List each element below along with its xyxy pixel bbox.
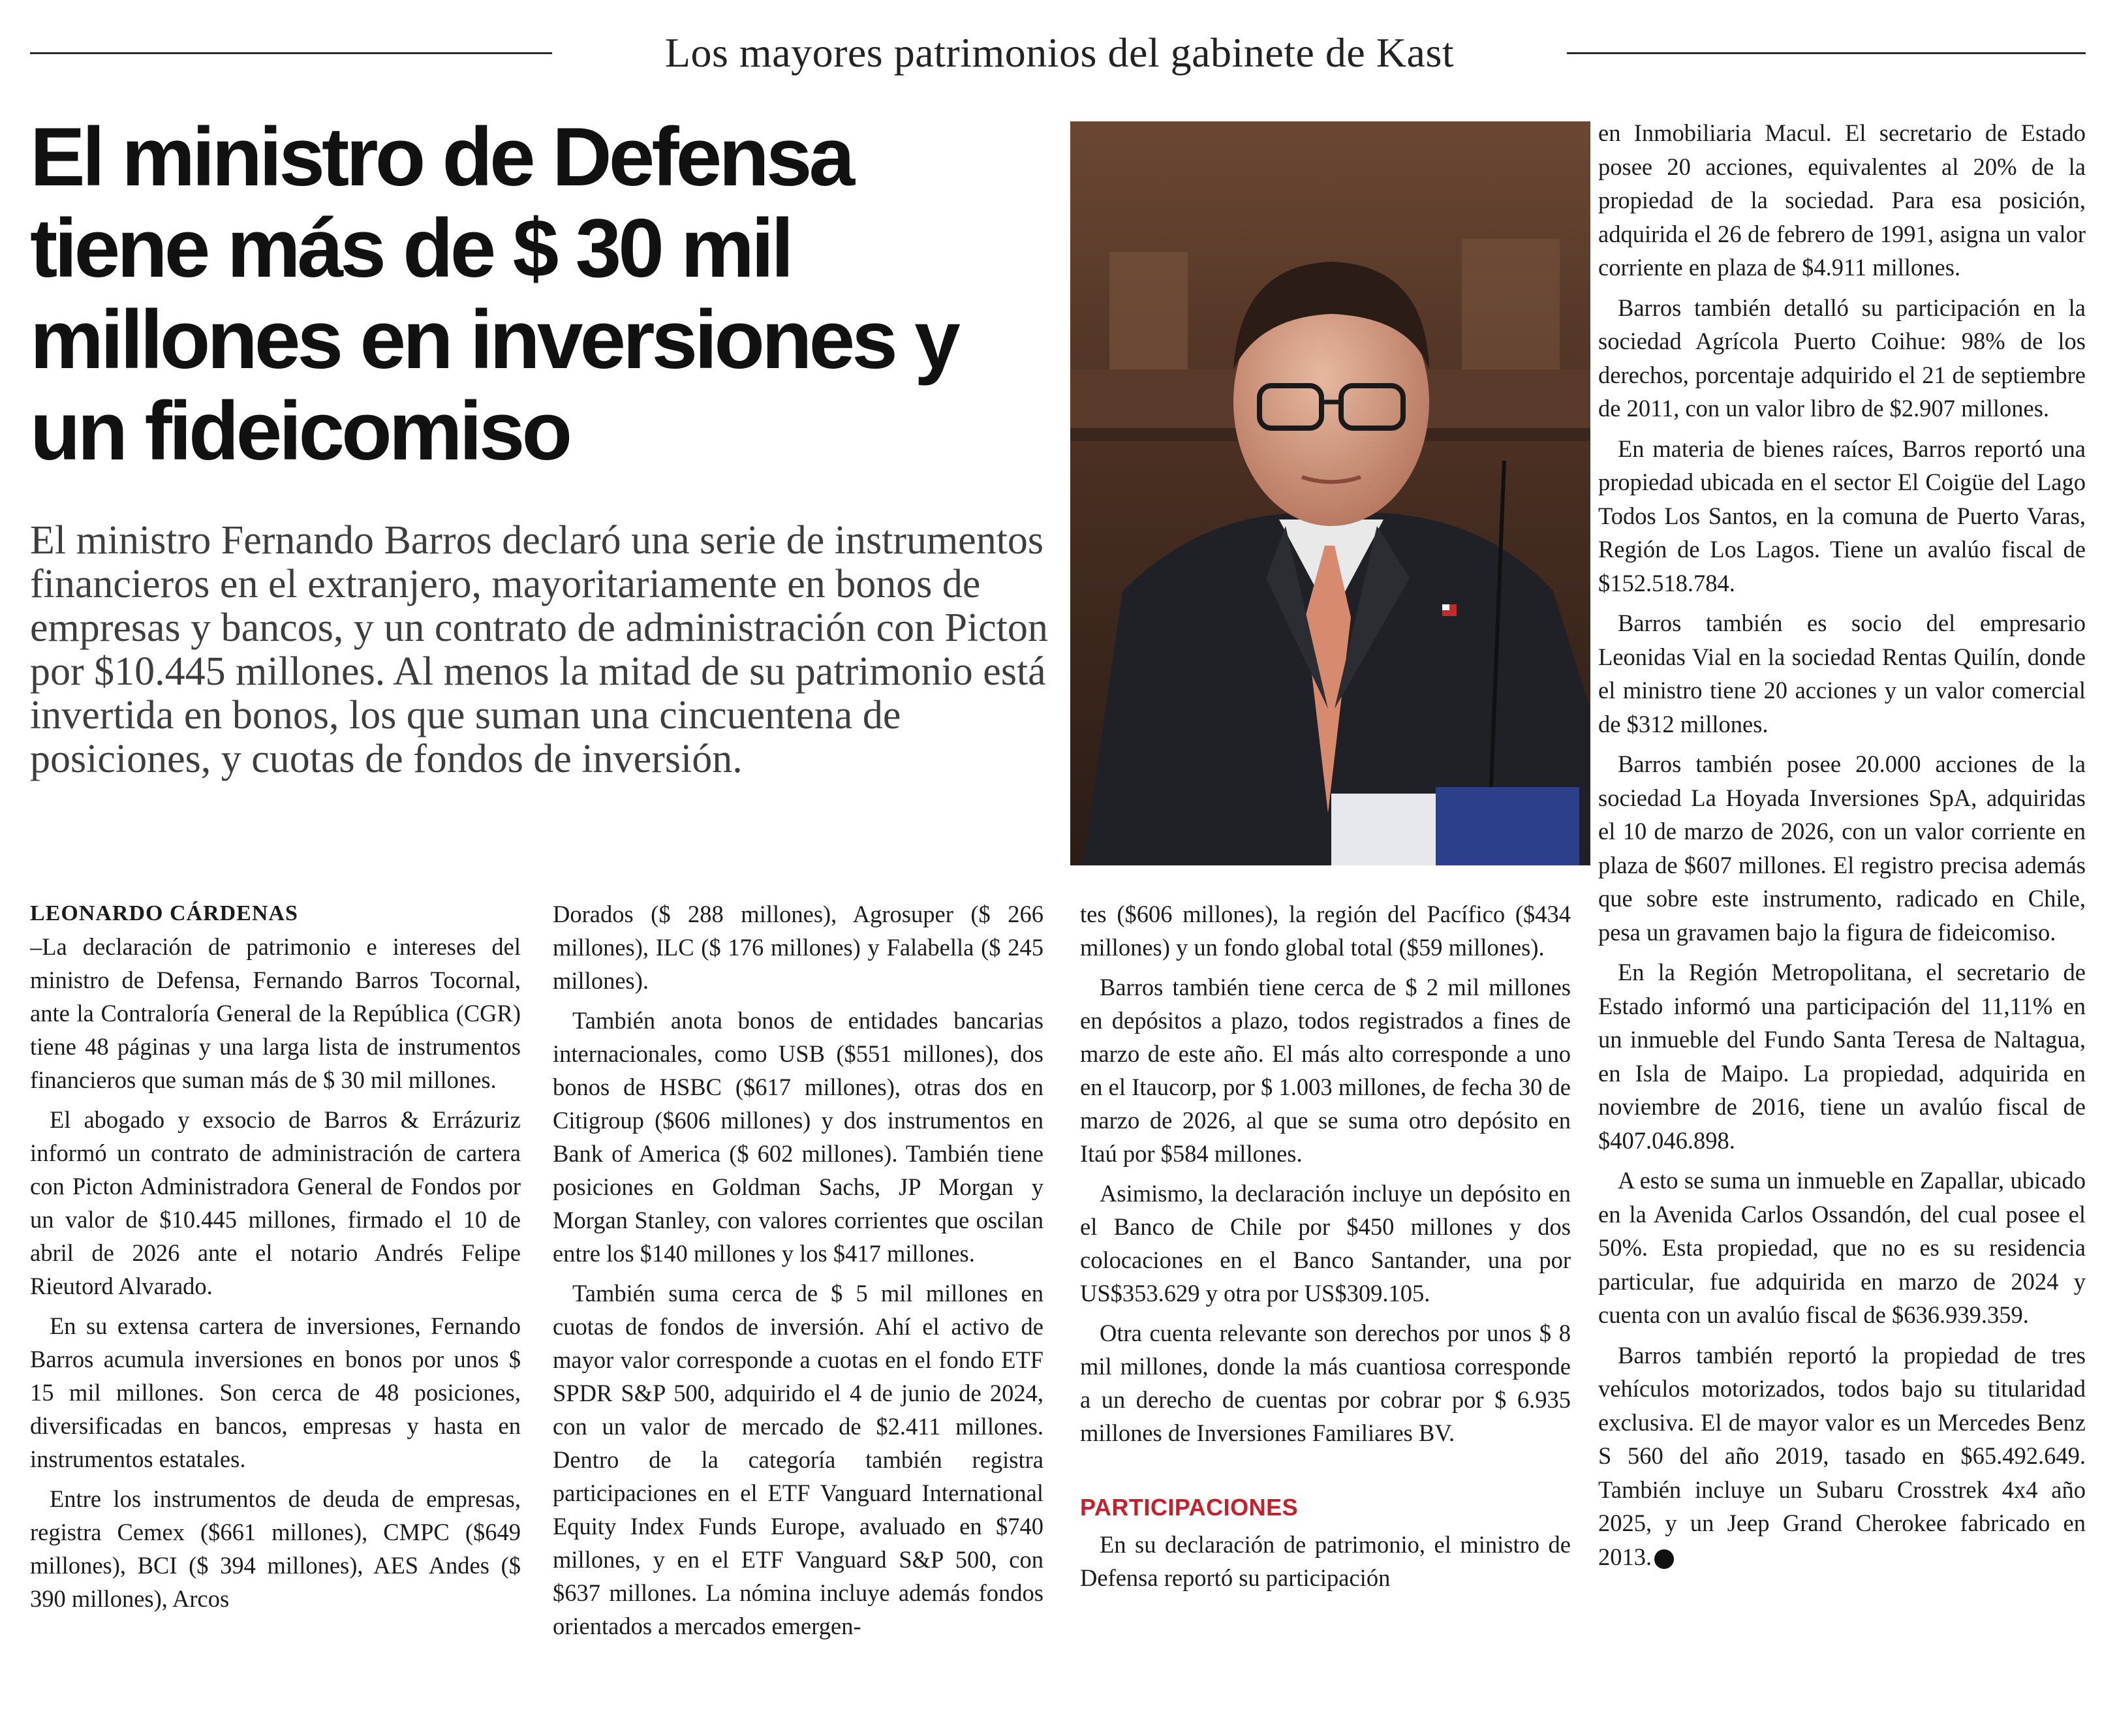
- headline: El ministro de Defensa tiene más de $ 30 mil millones en inversiones y un fideicomiso: [30, 110, 957, 477]
- paragraph: Barros también detalló su participación en la sociedad Agrícola Puerto Coihue: 98% de los derechos, porcentaje adquirido el 21 de septiembre de 2011, con un valor libro de $2.907 millones.: [1598, 294, 2086, 422]
- paragraph: –La declaración de patrimonio e intereses del ministro de Defensa, Fernando Barros Tocornal, ante la Contraloría General de la República (CGR) tiene 48 páginas y una larga lista de instrumentos financieros que suman más de $ 30 mil millones.: [30, 933, 521, 1093]
- paragraph: Otra cuenta relevante son derechos por unos $ 8 mil millones, donde la más cuantiosa corresponde a un derecho de cuentas por cobrar por $ 6.935 millones de Inversiones Familiares BV.: [1080, 1320, 1571, 1446]
- portrait-illustration: [1070, 121, 1590, 865]
- paragraph: Barros también tiene cerca de $ 2 mil millones en depósitos a plazo, todos registrados a fines de marzo de este año. El más alto corresponde a uno en el Itaucorp, por $ 1.003 millones, de fecha 30 de marzo de 2026, al que se suma otro depósito en Itaú por $584 millones.: [1080, 974, 1571, 1167]
- column-1: [30, 897, 521, 1726]
- paragraph: En su extensa cartera de inversiones, Fernando Barros acumula inversiones en bonos por unos $ 15 mil millones. Son cerca de 48 posiciones, diversificadas en bancos, empresas y hasta en instrumentos estatales.: [30, 1312, 521, 1472]
- paragraph: A esto se suma un inmueble en Zapallar, ubicado en la Avenida Carlos Ossandón, del cual posee el 50%. Esta propiedad, que no es su residencia particular, fue adquirida en marzo de 2024 y cuenta con un avalúo fiscal de $636.939.359.: [1598, 1167, 2086, 1328]
- paragraph-text: Barros también reportó la propiedad de tres vehículos motorizados, todos bajo su titularidad exclusiva. El de mayor valor es un Mercedes Benz S 560 del año 2019, tasado en $65.492.649. También incluye un Subaru Crosstrek 4x4 año 2025, y un Jeep Grand Cherokee fabricado en 2013.: [1598, 1341, 2086, 1570]
- section-rule-left: [30, 52, 552, 54]
- paragraph: Entre los instrumentos de deuda de empresas, registra Cemex ($661 millones), CMPC ($649 millones), BCI ($ 394 millones), AES Andes ($ 390 millones), Arcos: [30, 1485, 521, 1612]
- paragraph: Barros también es socio del empresario Leonidas Vial en la sociedad Rentas Quilín, donde el ministro tiene 20 acciones y un valor comercial de $312 millones.: [1598, 610, 2086, 737]
- paragraph: Barros también posee 20.000 acciones de la sociedad La Hoyada Inversiones SpA, adquiridas el 10 de marzo de 2026, con un valor corriente en plaza de $607 millones. El registro precisa además que sobre este instrumento, radicado en Chile, pesa un gravamen bajo la figura de fideicomiso.: [1598, 751, 2086, 946]
- paragraph: En su declaración de patrimonio, el ministro de Defensa reportó su participación: [1080, 1531, 1571, 1591]
- column-4: [1598, 116, 2086, 1728]
- column-2: [553, 897, 1043, 1726]
- section-rule-right: [1567, 52, 2086, 54]
- paragraph: Asimismo, la declaración incluye un depósito en el Banco de Chile por $450 millones y dos colocaciones en el Banco Santander, una por US$353.629 y otra por US$309.105.: [1080, 1180, 1571, 1307]
- section-title: Los mayores patrimonios del gabinete de Kast: [664, 29, 1455, 76]
- paragraph: También suma cerca de $ 5 mil millones en cuotas de fondos de inversión. Ahí el activo de mayor valor corresponde a cuotas en el fondo ETF SPDR S&P 500, adquirido el 4 de junio de 2024, con un valor de mercado de $2.411 millones. Dentro de la categoría también registra participaciones en el ETF Vanguard International Equity Index Funds Europe, avaluado en $740 millones, y en el ETF Vanguard S&P 500, con $637 millones. La nómina incluye además fondos orientados a mercados emergen-: [553, 1280, 1043, 1639]
- paragraph: Dorados ($ 288 millones), Agrosuper ($ 266 millones), ILC ($ 176 millones) y Falabella ($ 245 millones).: [553, 901, 1043, 994]
- minister-photo: [1070, 121, 1590, 865]
- end-mark-icon: P: [1654, 1549, 1674, 1569]
- byline: LEONARDO CÁRDENAS: [30, 901, 298, 925]
- paragraph: tes ($606 millones), la región del Pacífico ($434 millones) y un fondo global total ($59 millones).: [1080, 901, 1571, 961]
- paragraph: También anota bonos de entidades bancarias internacionales, como USB ($551 millones), dos bonos de HSBC ($617 millones), otras dos en Citigroup ($606 millones) y dos instrumentos en Bank of America ($ 602 millones). También tiene posiciones en Goldman Sachs, JP Morgan y Morgan Stanley, con valores corrientes que oscilan entre los $140 millones y los $417 millones.: [553, 1007, 1043, 1267]
- paragraph: en Inmobiliaria Macul. El secretario de Estado posee 20 acciones, equivalentes al 20% de la propiedad de la sociedad. Para esa posición, adquirida el 26 de febrero de 1991, asigna un valor corriente en plaza de $4.911 millones.: [1598, 119, 2086, 281]
- section-header: [30, 23, 2086, 82]
- dek: El ministro Fernando Barros declaró una serie de instrumentos financieros en el extranjero, mayoritariamente en bonos de empresas y bancos, y un contrato de administración con Picton por $10.445 millones. Al menos la mitad de su patrimonio está invertida en bonos, los que suman una cincuentena de posiciones, y cuotas de fondos de inversión.: [30, 518, 1048, 781]
- paragraph: En materia de bienes raíces, Barros reportó una propiedad ubicada en el sector El Coigüe del Lago Todos Los Santos, en la comuna de Puerto Varas, Región de Los Lagos. Tiene un avalúo fiscal de $152.518.784.: [1598, 435, 2086, 597]
- paragraph-last: [1598, 1339, 2086, 1574]
- paragraph: El abogado y exsocio de Barros & Errázuriz informó un contrato de administración de cartera con Picton Administradora General de Fondos por un valor de $10.445 millones, firmado el 10 de abril de 2026 ante el notario Andrés Felipe Rieutord Alvarado.: [30, 1106, 521, 1299]
- paragraph: En la Región Metropolitana, el secretario de Estado informó una participación del 11,11% en un inmueble del Fundo Santa Teresa de Naltagua, en Isla de Maipo. La propiedad, adquirida en noviembre de 2016, tiene un avalúo fiscal de $407.046.898.: [1598, 959, 2086, 1154]
- column-3: [1080, 897, 1571, 1726]
- subhead: PARTICIPACIONES: [1080, 1494, 1299, 1521]
